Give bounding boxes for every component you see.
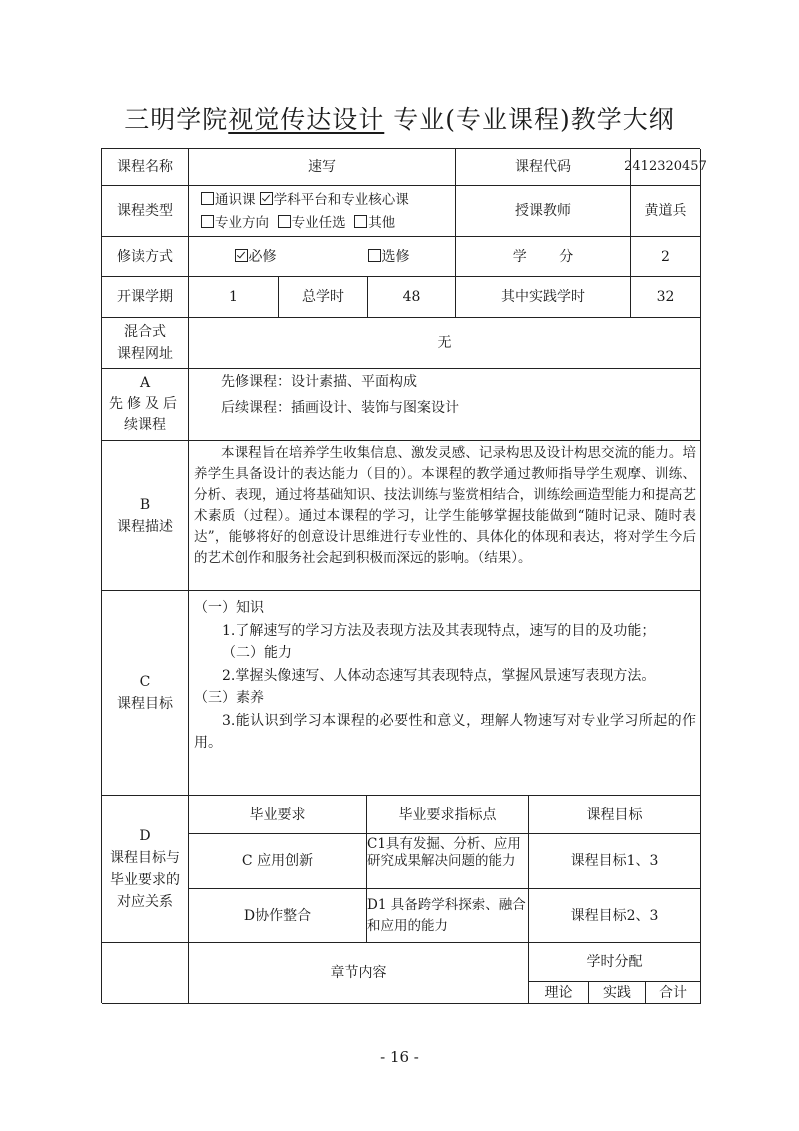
ability-goal: 2.掌握头像速写、人体动态速写其表现特点，掌握风景速写表现方法。 (222, 667, 656, 684)
syllabus-table (101, 148, 707, 1003)
checkbox-icon (368, 249, 381, 262)
requirement-d: D协作整合 (189, 889, 367, 943)
chapter-content-header: 章节内容 (189, 943, 529, 1004)
goal-mapping-c: 课程目标1、3 (529, 834, 701, 889)
practice-hours-header: 实践 (589, 982, 646, 1004)
course-code-label: 课程代码 (456, 149, 631, 186)
credit-value: 2 (631, 237, 701, 277)
checkbox-icon (278, 215, 291, 228)
quality-goal: 3.能认识到学习本课程的必要性和意义，理解人物速写对专业学习所起的作用。 (194, 712, 696, 751)
semester-label: 开课学期 (102, 277, 189, 318)
header-requirement-indicator: 毕业要求指标点 (367, 796, 529, 834)
indicator-c1: C1具有发掘、分析、应用研究成果解决问题的能力 (367, 834, 529, 889)
section-d-label: D 课程目标与 毕业要求的 对应关系 (102, 796, 189, 943)
checked-checkbox-icon (235, 249, 248, 262)
total-hours-header: 合计 (646, 982, 701, 1004)
checkbox-icon (354, 215, 367, 228)
practice-hours-label: 其中实践学时 (456, 277, 631, 318)
total-hours-label: 总学时 (279, 277, 368, 318)
semester-value: 1 (189, 277, 279, 318)
page-number: - 16 - (380, 1048, 419, 1066)
goal-mapping-d: 课程目标2、3 (529, 889, 701, 943)
prerequisite-courses: 先修课程：设计素描、平面构成 (221, 374, 417, 390)
checkbox-icon (201, 215, 214, 228)
page-title: 三明学院视觉传达设计 专业(专业课程)教学大纲 (124, 105, 675, 134)
hours-allocation-header: 学时分配 (529, 943, 701, 982)
checked-checkbox-icon (260, 192, 273, 205)
header-graduation-requirement: 毕业要求 (189, 796, 367, 834)
section-e-label (102, 943, 189, 1004)
ability-heading: （二）能力 (222, 645, 292, 661)
total-hours-value: 48 (368, 277, 456, 318)
teacher-name: 黄道兵 (631, 186, 701, 237)
checkbox-icon (201, 192, 214, 205)
section-a-content (189, 369, 701, 441)
knowledge-heading: （一）知识 (194, 600, 264, 616)
section-b-content (189, 441, 701, 591)
section-c-content (189, 591, 701, 796)
section-a-label: A 先修及后 续课程 (102, 369, 189, 441)
course-type-options: 通识课 学科平台和专业核心课 专业方向 专业任选 其他 (189, 186, 456, 237)
course-description: 本课程旨在培养学生收集信息、激发灵感、记录构思及设计构思交流的能力。培养学生具备设计的表达能力（目的）。本课程的教学通过教师指导学生观摩、训练、分析、表现，通过将基础知识、技法训练与鉴赏相结合，训练绘画造型能力和提高艺术素质（过程）。通过本课程的学习，让学生能够掌握技能做到“随时记录、随时表达”，能够将好的创意设计思维进行专业性的、具体化的体现和表达，将对学生今后的艺术创作和服务社会起到积极而深远的影响。（结果）。 (194, 445, 696, 566)
indicator-d1: D1 具备跨学科探索、融合和应用的能力 (367, 889, 529, 943)
blended-course-url: 无 (189, 318, 701, 369)
practice-hours-value: 32 (631, 277, 701, 318)
study-mode-options: 必修 选修 (189, 237, 456, 277)
blended-course-label: 混合式 课程网址 (102, 318, 189, 369)
course-code: 2412320457 (631, 149, 701, 186)
course-name: 速写 (189, 149, 456, 186)
section-b-label: B 课程描述 (102, 441, 189, 591)
credit-label: 学 分 (456, 237, 631, 277)
knowledge-goal: 1.了解速写的学习方法及表现方法及其表现特点，速写的目的及功能； (222, 622, 656, 639)
course-type-label: 课程类型 (102, 186, 189, 237)
quality-heading: （三）素养 (194, 690, 264, 706)
major-name: 视觉传达设计 (228, 105, 385, 134)
followup-courses: 后续课程：插画设计、装饰与图案设计 (221, 400, 459, 416)
section-c-label: C 课程目标 (102, 591, 189, 796)
course-name-label: 课程名称 (102, 149, 189, 186)
header-course-goal: 课程目标 (529, 796, 701, 834)
study-mode-label: 修读方式 (102, 237, 189, 277)
teacher-label: 授课教师 (456, 186, 631, 237)
theory-hours-header: 理论 (529, 982, 589, 1004)
requirement-c: C 应用创新 (189, 834, 367, 889)
